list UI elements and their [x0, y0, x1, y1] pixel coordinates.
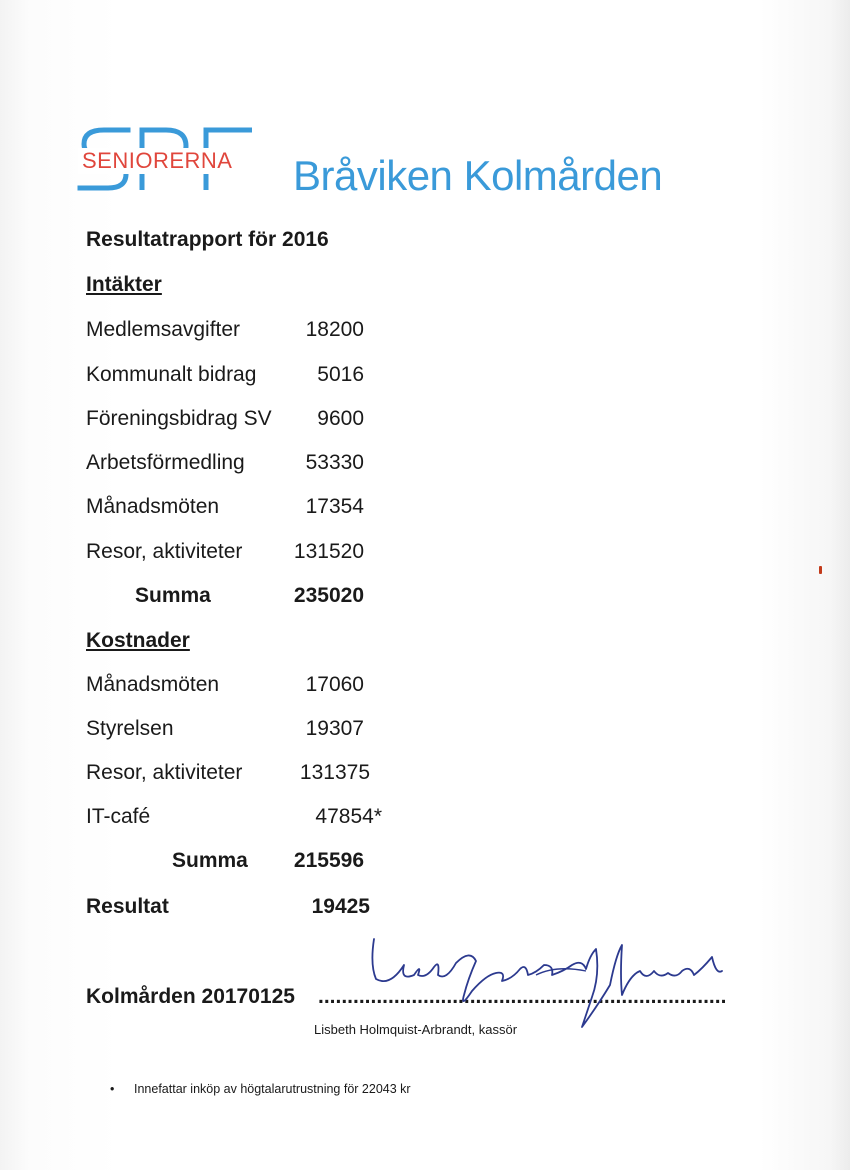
- cost-label-board: Styrelsen: [86, 717, 174, 740]
- spf-logo-icon: [66, 122, 266, 202]
- cost-label-travel: Resor, aktiviteter: [86, 761, 243, 784]
- footnote-bullet: •: [110, 1082, 115, 1096]
- income-label-employment: Arbetsförmedling: [86, 451, 245, 474]
- cost-sum-label: Summa: [172, 849, 248, 872]
- cost-label-itcafe: IT-café: [86, 805, 151, 828]
- income-value-association: 9600: [317, 407, 364, 430]
- income-sum-label: Summa: [135, 584, 211, 607]
- footnote: [110, 1082, 411, 1096]
- signer-name: Lisbeth Holmquist-Arbrandt, kassör: [314, 1022, 518, 1037]
- income-label-membership: Medlemsavgifter: [86, 318, 241, 341]
- cost-value-meetings: 17060: [305, 673, 364, 696]
- cost-value-itcafe: 47854*: [315, 805, 382, 828]
- income-label-meetings: Månadsmöten: [86, 495, 220, 518]
- signature-dotted-line: ......................................................................: [318, 985, 727, 1008]
- income-label-municipal: Kommunalt bidrag: [86, 363, 257, 386]
- income-sum-value: 235020: [293, 584, 364, 607]
- result-label: Resultat: [86, 895, 169, 918]
- income-value-employment: 53330: [305, 451, 364, 474]
- cost-label-meetings: Månadsmöten: [86, 673, 220, 696]
- income-label-travel: Resor, aktiviteter: [86, 540, 243, 563]
- cost-value-board: 19307: [305, 717, 364, 740]
- organization-name: Bråviken Kolmården: [293, 152, 663, 199]
- income-value-travel: 131520: [293, 540, 364, 563]
- income-heading: Intäkter: [86, 273, 162, 296]
- income-value-membership: 18200: [305, 318, 364, 341]
- income-value-municipal: 5016: [317, 363, 364, 386]
- logo-text: SENIORERNA: [82, 148, 233, 173]
- cost-value-travel: 131375: [299, 761, 370, 784]
- spf-logo: [66, 122, 266, 202]
- result-value: 19425: [311, 895, 370, 918]
- income-value-meetings: 17354: [305, 495, 364, 518]
- footnote-text: Innefattar inköp av högtalarutrustning för 22043 kr: [134, 1082, 411, 1096]
- cost-sum-value: 215596: [293, 849, 364, 872]
- report-title: Resultatrapport för 2016: [86, 228, 329, 251]
- costs-heading: Kostnader: [86, 629, 190, 652]
- income-label-association: Föreningsbidrag SV: [86, 407, 272, 430]
- scan-edge-mark: [819, 566, 822, 574]
- place-date: Kolmården 20170125: [86, 985, 295, 1008]
